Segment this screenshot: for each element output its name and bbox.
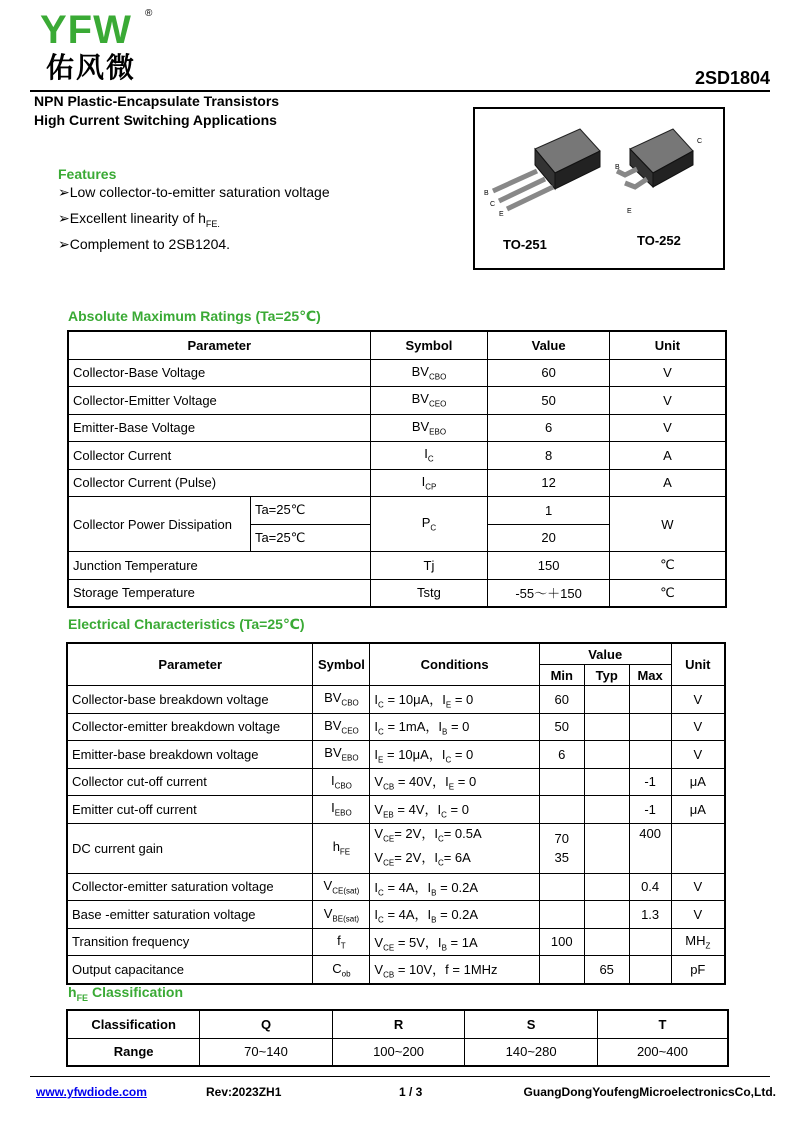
table-row: DC current gain $h_{FE}$ $V_{CE}= 2V$，$I_C= 0.5A$ $V_{CE}= 2V$，$I_C= 6A$ 70 35 400 bbox=[67, 823, 725, 873]
table-row: Collector-Base Voltage $BV_{CBO}$ 60 V bbox=[68, 359, 726, 387]
feature-item-3: ➢Complement to 2SB1204. bbox=[58, 236, 231, 252]
table-row: Parameter Symbol Value Unit bbox=[68, 331, 726, 359]
to251-label: TO-251 bbox=[503, 237, 547, 252]
registered-mark: ® bbox=[145, 8, 153, 19]
to252-pin-c: C bbox=[697, 138, 703, 145]
website-link[interactable]: www.yfwdiode.com bbox=[36, 1085, 147, 1099]
hfe-class-title: $h_{FE}$ Classification bbox=[68, 984, 183, 1003]
hfe-class-table bbox=[66, 1009, 729, 1067]
logo-chinese-name: 佑风微 bbox=[46, 52, 137, 83]
feature-item-2: ➢Excellent linearity of $h_{FE.}$ bbox=[58, 210, 220, 229]
page-number: 1 / 3 bbox=[399, 1085, 423, 1099]
footer-divider bbox=[30, 1076, 770, 1077]
table-row: Collector Power Dissipation Ta=25℃ $P_C$ 1 W bbox=[68, 497, 726, 525]
company-name: GuangDongYoufengMicroelectronicsCo,Ltd. bbox=[523, 1085, 776, 1099]
table-row: Storage Temperature Tstg -55～＋150 ℃ bbox=[68, 579, 726, 607]
abs-max-title: Absolute Maximum Ratings (Ta=25℃) bbox=[68, 308, 321, 324]
table-row: Base -emitter saturation voltage $V_{BE(sat)}$ $I_C = 4A$，$I_B = 0.2A$ 1.3 V bbox=[67, 901, 725, 929]
to251-drawing bbox=[493, 129, 600, 209]
header-divider bbox=[30, 90, 770, 92]
table-row: Emitter-Base Voltage $BV_{EBO}$ 6 V bbox=[68, 414, 726, 442]
to251-pin-b: B bbox=[484, 190, 489, 197]
table-row: Min Typ Max bbox=[67, 665, 725, 686]
subtitle-2: High Current Switching Applications bbox=[34, 112, 277, 128]
table-row: Collector-base breakdown voltage $BV_{CBO}$ $I_C = 10\mu A$，$I_E = 0$ 60 V bbox=[67, 686, 725, 714]
revision: Rev:2023ZH1 bbox=[206, 1085, 282, 1099]
feature-item-1: ➢Low collector-to-emitter saturation voltage bbox=[58, 184, 330, 200]
features-title: Features bbox=[58, 166, 117, 182]
part-number: 2SD1804 bbox=[694, 68, 770, 88]
table-row: Collector-emitter breakdown voltage $BV_{CEO}$ $I_C = 1mA$，$I_B = 0$ 50 V bbox=[67, 713, 725, 741]
abs-max-table bbox=[67, 330, 727, 608]
to251-pin-c: C bbox=[490, 201, 496, 208]
table-row: Classification Q R S T bbox=[67, 1010, 728, 1038]
table-row: Transition frequency $f_T$ $V_{CE} = 5V$，$I_B = 1A$ 100 $MH_Z$ bbox=[67, 928, 725, 956]
package-drawing bbox=[475, 109, 723, 268]
subtitle-1: NPN Plastic-Encapsulate Transistors bbox=[34, 93, 280, 109]
table-row: Ta=25℃ 20 bbox=[68, 524, 726, 552]
to252-label: TO-252 bbox=[637, 233, 681, 248]
table-row: Parameter Symbol Conditions Value Unit bbox=[67, 643, 725, 665]
table-row: Emitter cut-off current $I_{EBO}$ $V_{EB} = 4V$，$I_C = 0$ -1 μA bbox=[67, 796, 725, 824]
package-image-box bbox=[473, 107, 725, 270]
logo-text: YFW bbox=[40, 8, 132, 52]
table-row: Collector Current (Pulse) $I_{CP}$ 12 A bbox=[68, 469, 726, 497]
table-row: Range 70~140 100~200 140~280 200~400 bbox=[67, 1038, 728, 1066]
table-row: Emitter-base breakdown voltage $BV_{EBO}$ $I_E = 10\mu A$，$I_C = 0$ 6 V bbox=[67, 741, 725, 769]
to252-drawing bbox=[617, 129, 693, 187]
table-row: Collector Current $I_C$ 8 A bbox=[68, 442, 726, 470]
table-row: Collector-emitter saturation voltage $V_{CE(sat)}$ $I_C = 4A$，$I_B = 0.2A$ 0.4 V bbox=[67, 873, 725, 901]
elec-title: Electrical Characteristics (Ta=25℃) bbox=[68, 616, 305, 632]
to252-pin-e: E bbox=[627, 208, 632, 215]
to251-pin-e: E bbox=[499, 211, 504, 218]
table-row: Junction Temperature Tj 150 ℃ bbox=[68, 552, 726, 580]
table-row: Output capacitance $C_{ob}$ $V_{CB} = 10V$，f = 1MHz 65 pF bbox=[67, 956, 725, 984]
elec-table bbox=[66, 642, 726, 985]
table-row: Collector-Emitter Voltage $BV_{CEO}$ 50 V bbox=[68, 387, 726, 415]
table-row: Collector cut-off current $I_{CBO}$ $V_{CB} = 40V$，$I_E = 0$ -1 μA bbox=[67, 768, 725, 796]
company-logo bbox=[40, 10, 132, 50]
to252-pin-b: B bbox=[615, 164, 620, 171]
